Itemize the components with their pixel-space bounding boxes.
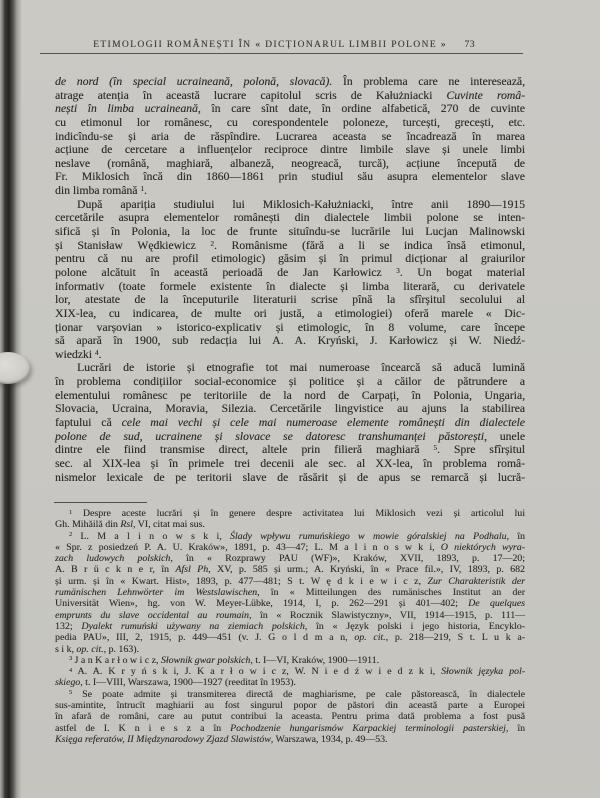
text-line <box>55 700 525 711</box>
text-line <box>55 170 525 184</box>
text-line <box>55 225 525 239</box>
footnotes <box>55 508 525 745</box>
text-line <box>55 508 525 519</box>
footnote-ref: 1 <box>69 509 73 516</box>
text-segment: Lucrări de istorie și etnografie tot mai numeroase încearcă să aducă lumină <box>77 361 525 375</box>
text-line <box>55 280 525 294</box>
footnote-ref: 3 <box>69 656 73 663</box>
text-segment: , Warszawa, 1934, p. 49—53. <box>270 733 388 745</box>
text-line <box>55 564 525 575</box>
text-line <box>55 361 525 375</box>
text-segment: Słownik gwar polskich <box>160 654 251 666</box>
text-line <box>55 198 525 212</box>
text-segment: . Un bogat material <box>399 265 525 279</box>
running-title: ETIMOLOGII ROMÂNEȘTI ÎN « DICȚIONARUL LIMBII POLONE » <box>93 40 447 50</box>
text-segment: skiego <box>55 677 81 689</box>
text-line <box>55 211 525 225</box>
footnote-ref: 4 <box>94 348 99 357</box>
text-segment: Slovacia, Ucraina, Moravia, Silezia. Cercetările lingvistice au ajuns la stabilirea <box>55 402 525 416</box>
text-line <box>55 598 525 609</box>
text-segment: op. cit. <box>76 643 104 655</box>
text-segment: Gh. Mihăilă din <box>55 519 121 531</box>
text-segment: pentru că nu are profil etimologic) găsim și în primul dicționar al graiurilor <box>55 252 525 266</box>
text-segment: acțiune de cercetare a influențelor reciproce dintre limbile slave și unele limbi <box>55 143 525 157</box>
text-line <box>55 553 525 564</box>
text-segment: polone de sud, ucrainene și slovace se datoresc transhumanței păstorești <box>55 429 485 443</box>
text-line <box>55 266 525 280</box>
text-segment: XIX-lea, cu indicarea, de multe ori justă, a etimologiei) oferă marele « Dic- <box>55 306 525 320</box>
footnote-ref: 4 <box>69 667 73 674</box>
text-line <box>55 587 525 598</box>
text-segment: . <box>144 184 147 198</box>
text-line <box>55 723 525 734</box>
text-segment: , în « Język polski i jego historia, Encyklo- <box>304 620 525 632</box>
text-segment: cele mai vechi și cele mai numeroase elemente românești din dialectele <box>121 416 525 430</box>
text-segment: atrage atenția în această lucrare capitolul scris de Kałużniacki <box>55 88 447 102</box>
text-segment: nismelor lexicale de pe teritorii slave de răsărit și de apus se remarcă și lucră- <box>55 470 525 484</box>
text-line <box>55 334 525 348</box>
footnote-ref: 2 <box>210 239 214 248</box>
text-segment: , t. I—VIII, Warszawa, 1900—1927 (reeditat în 1953). <box>80 677 296 689</box>
text-segment: ționar varșovian » istorico-explicativ și etimologic, în 8 volume, care începe <box>55 320 525 334</box>
text-segment: indicîndu-se și aria de răspîndire. Lucrarea aceasta se încadrează în marea <box>55 129 525 143</box>
text-segment: sus-amintite, întrucît maghiarii au fost singurul popor de păstori din această parte a Europei <box>55 700 525 712</box>
binder-hole <box>0 352 30 384</box>
text-segment: polone alcătuit în această perioadă de Jan Karłowicz <box>55 265 397 279</box>
text-segment: Universität Wien», hg. von W. Meyer-Lübke, 1914, I, p. 262—291 și 401—402; <box>55 598 469 610</box>
text-segment: și urm. și în « Kwart. Hist», 1893, p. 477—481; S t. W ę d k i e w i c z, <box>55 575 428 587</box>
text-segment: Zur Charakteristik der <box>427 575 525 587</box>
text-segment: zach ludowych polskich <box>55 553 171 565</box>
text-segment: O niektórych wyra- <box>440 541 525 553</box>
text-segment: sec. al XIX-lea și în primele trei decenii ale sec. al XX-lea, în problema româ- <box>55 456 525 470</box>
text-segment: Rsl <box>120 519 133 531</box>
text-segment: , p. 163). <box>103 643 139 655</box>
text-line <box>55 610 525 621</box>
text-segment: , în <box>506 530 525 542</box>
text-segment: . Spre sfîrșitul <box>437 443 526 457</box>
text-segment: A. A. K r y ń s k i, J. K a r ł o w i c z, W. N i e d ź w i e d z k i, <box>72 666 442 678</box>
text-line <box>55 102 525 116</box>
text-segment: cu etimonul lor românesc, cu corespondentele poloneze, turcești, grecești, etc. <box>55 115 525 129</box>
text-line <box>55 644 525 655</box>
text-segment: , XV, p. 585 și urm.; A. Kryński, în « Prace fil.», IV, 1893, p. 682 <box>208 564 525 576</box>
text-line <box>55 677 525 688</box>
body-text <box>55 75 525 484</box>
text-segment: , t. I—VI, Kraków, 1900—1911. <box>250 654 380 666</box>
running-head <box>55 40 525 54</box>
text-segment: pedia PAU», III, 2, 1915, p. 449—451 (v. J. G o l d m a n, <box>55 632 355 644</box>
text-line <box>55 321 525 335</box>
text-line <box>55 711 525 722</box>
text-line <box>55 416 525 430</box>
text-segment: După apariția studiului lui Miklosich-Kałużniacki, între anii 1890—1915 <box>77 197 525 211</box>
text-segment: de nord (în special ucraineană, polonă, slovacă). <box>55 75 333 88</box>
text-line <box>55 348 525 362</box>
text-line <box>55 430 525 444</box>
footnote <box>55 508 525 531</box>
paragraph <box>55 198 525 362</box>
page-edge-shadow <box>0 0 22 798</box>
text-segment: Ślady wpływu rumuńskiego w mowie góralskiej na Podhalu <box>229 530 507 542</box>
text-line <box>55 471 525 485</box>
text-line <box>55 519 525 530</box>
text-line <box>55 130 525 144</box>
text-segment: sifică și în Polonia, la loc de frunte situîndu-se lucrările lui Lucjan Malinowski <box>55 225 525 239</box>
text-line <box>55 621 525 632</box>
text-segment: Pochodzenie hungarismów Karpackiej terminologii pasterskiej <box>230 722 506 734</box>
text-line <box>55 375 525 389</box>
paragraph <box>55 361 525 484</box>
text-line <box>55 157 525 171</box>
text-segment: lor, atestate de la începuturile literaturii scrise pînă la sfîrșitul secolului al <box>55 293 525 307</box>
text-segment: nești în limba ucraineană <box>55 102 198 116</box>
text-line <box>55 75 525 89</box>
footnote <box>55 689 525 745</box>
text-segment: s i k, <box>55 643 77 655</box>
text-line <box>55 293 525 307</box>
text-line <box>55 389 525 403</box>
text-segment: Despre aceste lucrări și în genere despre activitatea lui Miklosich vezi și articolul lui <box>72 508 525 519</box>
text-segment: cercetările asupra elementelor românești din dialectele limbii polone se inten- <box>55 211 525 225</box>
text-segment: L. M a l i n o w s k i, <box>72 530 230 542</box>
text-segment: , în « Mitteilungen des rumänisches Institut an der <box>257 587 525 599</box>
text-segment: , în « Rocznik Slawistyczny», VII, 1914—1915, p. 111— <box>249 609 526 621</box>
text-segment: 132; <box>55 620 82 632</box>
footnote-ref: 2 <box>69 532 73 539</box>
text-line <box>55 252 525 266</box>
text-segment: În problema care ne interesează, <box>332 75 525 88</box>
text-segment: în problema condițiilor social-economice și politice și a căilor de pătrundere a <box>55 375 525 389</box>
text-segment: De quelques <box>468 598 525 610</box>
text-segment: dintre ele fiind transmise direct, altele prin filieră maghiară <box>55 443 434 457</box>
text-segment: Se poate admite și transmiterea directă de maghiarisme, pe cale păstorească, în dialectele <box>72 688 525 700</box>
text-segment: din limba română <box>55 184 141 198</box>
footnote-ref: 5 <box>69 690 73 697</box>
footnote-separator <box>54 502 147 503</box>
text-segment: Cuvinte româ- <box>446 88 525 102</box>
text-segment: în afară de români, care au putut contribui la aceasta. Pentru prima dată problema a fost pusă <box>55 711 525 723</box>
text-line <box>55 184 525 198</box>
text-segment: , VI, citat mai sus. <box>132 519 205 531</box>
text-line <box>55 655 525 666</box>
text-line <box>55 143 525 157</box>
footnote <box>55 666 525 689</box>
text-segment: Dyalekt rumuński używany na ziemiach polskich <box>81 620 305 632</box>
text-segment: , în care sînt date, în ordine alfabetică, 270 de cuvinte <box>197 102 525 116</box>
text-segment: informativ (toate formele existente în dialecte și limba literară, cu derivatele <box>55 279 525 293</box>
text-line <box>55 443 525 457</box>
text-segment: Fr. Miklosich încă din 1860—1861 prin studiul său asupra elementelor slave <box>55 170 525 184</box>
text-line <box>55 689 525 700</box>
text-segment: . <box>98 347 102 361</box>
text-segment: A. B r ü c k n e r, în <box>55 564 176 576</box>
text-segment: « Spr. z posiedzeń P. A. U. Kraków», 1891, p. 43—47; L. M a l i n o s w k i, <box>55 541 441 553</box>
text-segment: , în « Rozprawy PAU (WF)», Kraków, XVII, 1893, p. 17—20; <box>170 553 525 565</box>
text-segment: faptului că <box>55 416 122 430</box>
text-segment: , unele <box>484 429 526 443</box>
text-segment: , în <box>505 722 526 734</box>
text-line <box>55 542 525 553</box>
text-line <box>55 239 525 253</box>
footnote <box>55 531 525 655</box>
footnote <box>55 655 525 666</box>
text-segment: neslave (română, maghiară, albaneză, neogreacă, turcă), acțiune începută de <box>55 156 525 170</box>
text-segment: op. cit. <box>354 632 386 644</box>
text-line <box>55 734 525 745</box>
page-number: 73 <box>464 40 475 50</box>
text-line <box>55 531 525 542</box>
text-line <box>55 457 525 471</box>
text-segment: J a n K a r ł o w i c z, <box>72 654 161 666</box>
text-segment: Księga referatów, II Międzynarodowy Zjazd Slawistów <box>55 733 271 745</box>
text-segment: Słownik języka pol- <box>441 666 526 678</box>
text-line <box>55 89 525 103</box>
text-segment: . Românisme (fără a li se indica însă etimonul, <box>213 238 525 252</box>
text-segment: astfel de I. K n i e s z a în <box>55 722 231 734</box>
text-line <box>55 116 525 130</box>
text-segment: rumänischen Lehnwörter im Westslawischen <box>55 587 258 599</box>
paragraph <box>55 75 525 198</box>
text-segment: să apară în 1900, sub redacția lui A. A. Kryński, J. Karłowicz și W. Niedź- <box>55 334 525 348</box>
text-line <box>55 402 525 416</box>
header-rule <box>40 53 523 54</box>
text-segment: wiedzki <box>55 347 95 361</box>
text-line <box>55 632 525 643</box>
footnote-ref: 1 <box>140 185 144 194</box>
text-segment: elementului românesc pe teritoriile de la nord de Carpați, în Polonia, Ungaria, <box>55 388 525 402</box>
text-segment: și Stanisław Wędkiewicz <box>55 238 211 252</box>
text-segment: , p. 218—219, S t. L u k a- <box>385 632 526 644</box>
text-line <box>55 666 525 677</box>
footnote-ref: 3 <box>396 267 400 276</box>
text-line <box>55 307 525 321</box>
footnote-ref: 5 <box>433 444 438 453</box>
text-segment: Afsl Ph <box>175 564 209 576</box>
text-segment: emprunts du slave occidental au roumain <box>55 609 249 621</box>
text-line <box>55 576 525 587</box>
